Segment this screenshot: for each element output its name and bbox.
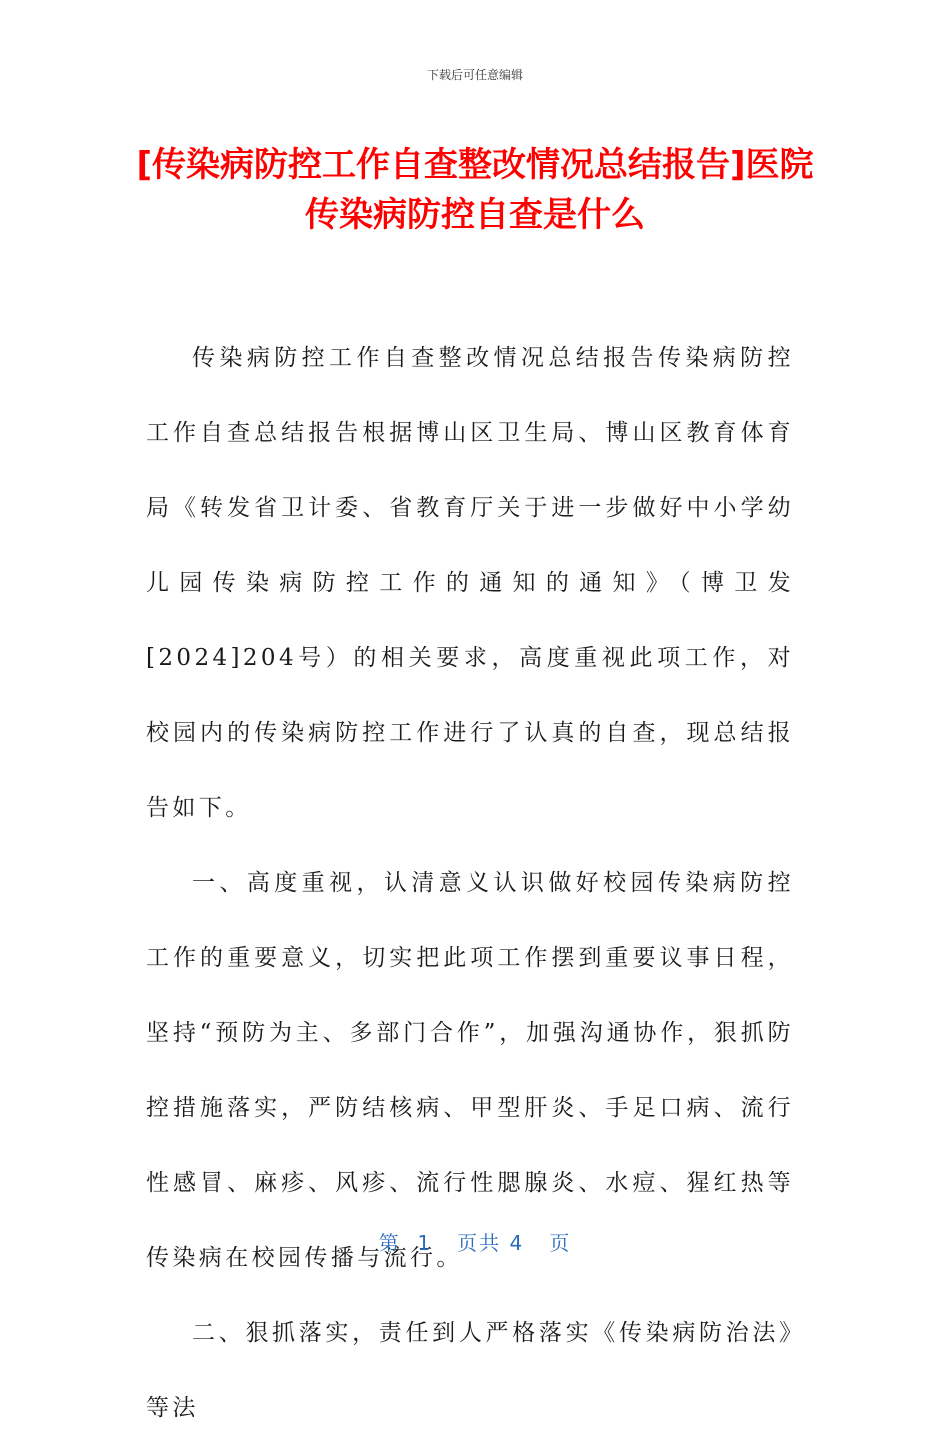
paragraph-section-two: 二、狠抓落实，责任到人严格落实《传染病防治法》等法 [146,1320,794,1421]
document-body [146,321,794,1446]
paragraph-section-one: 一、高度重视，认清意义认识做好校园传染病防控工作的重要意义，切实把此项工作摆到重要议事日程，坚持“预防为主、多部门合作”，加强沟通协作，狠抓防控措施落实，严防结核病、甲型肝炎、手足口病、流行性感冒、麻疹、风疹、流行性腮腺炎、水痘、猩红热等传染病在校园传播与流行。 [146,870,794,1271]
page-number-footer: 第 1 页共 4 页 [378,1231,572,1255]
document-title: [传染病防控工作自查整改情况总结报告]医院传染病防控自查是什么 [136,145,814,235]
paragraph-intro: 传染病防控工作自查整改情况总结报告传染病防控工作自查总结报告根据博山区卫生局、博山区教育体育局《转发省卫计委、省教育厅关于进一步做好中小学幼儿园传染病防控工作的通知的通知》（博卫发[2024]204号）的相关要求，高度重视此项工作，对校园内的传染病防控工作进行了认真的自查，现总结报告如下。 [146,345,794,821]
header-note: 下载后可任意编辑 [426,68,523,82]
